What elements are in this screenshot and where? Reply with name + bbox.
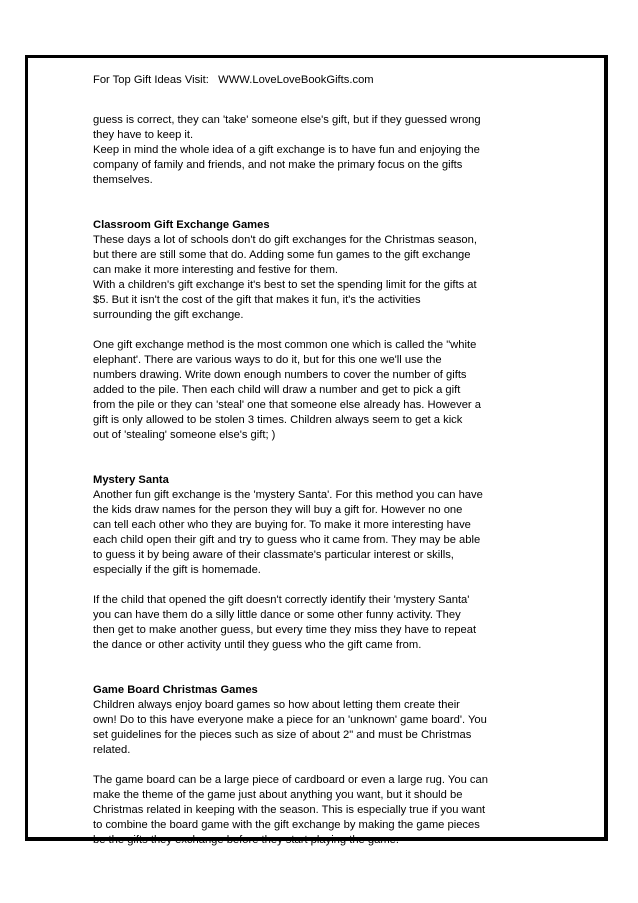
section-mystery-santa <box>93 473 553 653</box>
text-line: guess is correct, they can 'take' someone else's gift, but if they guessed wrong <box>93 114 481 126</box>
text-line: then get to make another guess, but every time they miss they have to repeat <box>93 624 477 636</box>
section-heading: Game Board Christmas Games <box>93 684 258 696</box>
text-line: themselves. <box>93 174 153 186</box>
section-heading: Classroom Gift Exchange Games <box>93 219 270 231</box>
text-line: Christmas related in keeping with the season. This is especially true if you want <box>93 804 486 816</box>
text-line: With a children's gift exchange it's best to set the spending limit for the gifts at <box>93 279 477 291</box>
text-line: One gift exchange method is the most common one which is called the "white <box>93 339 477 351</box>
text-line: set guidelines for the pieces such as size of about 2" and must be Christmas <box>93 729 472 741</box>
text-line: numbers drawing. Write down enough numbers to cover the number of gifts <box>93 369 467 381</box>
text-line: to guess it by being aware of their classmate's particular interest or skills, <box>93 549 454 561</box>
text-line: make the theme of the game just about anything you want, but it should be <box>93 789 463 801</box>
text-line: company of family and friends, and not make the primary focus on the gifts <box>93 159 463 171</box>
text-line: Children always enjoy board games so how about letting them create their <box>93 699 460 711</box>
section-heading: Mystery Santa <box>93 474 169 486</box>
text-line: the kids draw names for the person they will buy a gift for. However no one <box>93 504 463 516</box>
header-text: For Top Gift Ideas Visit: WWW.LoveLoveBookGifts.com <box>93 74 374 86</box>
text-line: If the child that opened the gift doesn't correctly identify their 'mystery Santa' <box>93 594 470 606</box>
text-line: The game board can be a large piece of cardboard or even a large rug. You can <box>93 774 488 786</box>
text-line: Another fun gift exchange is the 'mystery Santa'. For this method you can have <box>93 489 483 501</box>
text-line: you can have them do a silly little dance or some other funny activity. They <box>93 609 461 621</box>
text-line: can tell each other who they are buying for. To make it more interesting have <box>93 519 471 531</box>
text-line: but there are still some that do. Adding some fun games to the gift exchange <box>93 249 471 261</box>
text-line: the dance or other activity until they guess who the gift came from. <box>93 639 422 651</box>
text-line: especially if the gift is homemade. <box>93 564 261 576</box>
text-line: elephant'. There are various ways to do it, but for this one we'll use the <box>93 354 442 366</box>
text-line: $5. But it isn't the cost of the gift that makes it fun, it's the activities <box>93 294 421 306</box>
intro-paragraph <box>93 113 553 188</box>
text-line: surrounding the gift exchange. <box>93 309 244 321</box>
text-line: gift is only allowed to be stolen 3 times. Children always seem to get a kick <box>93 414 463 426</box>
text-line: added to the pile. Then each child will draw a number and get to pick a gift <box>93 384 461 396</box>
text-line: to combine the board game with the gift exchange by making the game pieces <box>93 819 480 831</box>
text-line: each child open their gift and try to guess who it came from. They may be able <box>93 534 481 546</box>
section-classroom-gift-exchange <box>93 218 553 443</box>
text-line: own! Do to this have everyone make a piece for an 'unknown' game board'. You <box>93 714 487 726</box>
text-line: Keep in mind the whole idea of a gift exchange is to have fun and enjoying the <box>93 144 480 156</box>
text-line: out of 'stealing' someone else's gift; ) <box>93 429 276 441</box>
text-line: These days a lot of schools don't do gift exchanges for the Christmas season, <box>93 234 477 246</box>
document-body <box>93 73 553 848</box>
text-line: be the gifts they exchange before they start playing the game. <box>93 834 399 846</box>
text-line: they have to keep it. <box>93 129 194 141</box>
text-line: can make it more interesting and festive for them. <box>93 264 338 276</box>
section-game-board-christmas-games <box>93 683 553 848</box>
text-line: from the pile or they can 'steal' one that someone else already has. However a <box>93 399 481 411</box>
text-line: related. <box>93 744 131 756</box>
